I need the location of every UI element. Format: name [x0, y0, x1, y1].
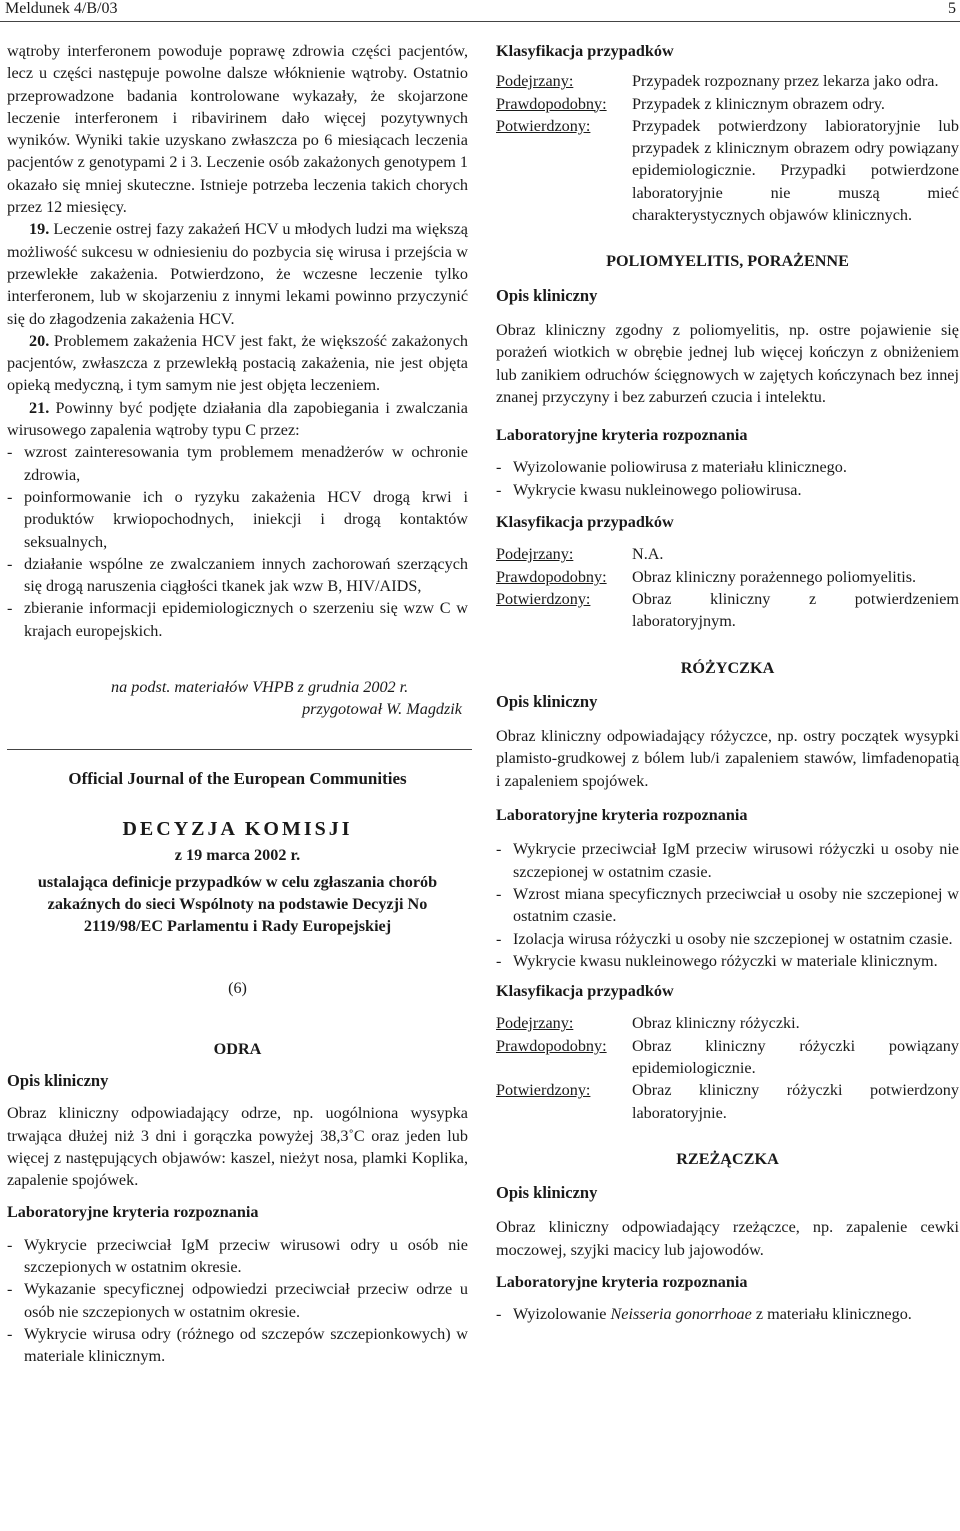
- polio-opis-text: Obraz kliniczny zgodny z poliomyelitis, np. ostre pojawienie się porażeń wiotkich w obrębie jednej lub więcej kończyn z obniżeniem lub zanikiem odruchów ścięgnowych w zajętych kończynach bez innej znanej przyczyny i bez zaburzeń czucia i intelektu.: [496, 320, 959, 406]
- lab-text-post: z materiału klinicznego.: [751, 1305, 912, 1324]
- polio-opis-label: Opis kliniczny: [496, 285, 598, 305]
- rzezaczka-opis-text: Obraz kliniczny odpowiadający rzeżączce, np. zapalenie cewki moczowej, szyjki macicy lub jajowodów.: [496, 1218, 959, 1259]
- row-label: Prawdopodobny:: [496, 1036, 607, 1055]
- table-row: [496, 1012, 959, 1034]
- table-row: [496, 1079, 959, 1124]
- paragraph-19-number: 19.: [29, 220, 50, 239]
- rzezaczka-heading: RZEŻĄCZKA: [676, 1149, 779, 1168]
- list-item: [496, 1303, 959, 1325]
- odra-klas-label: Klasyfikacja przypadków: [496, 42, 674, 60]
- row-value: Obraz kliniczny różyczki.: [632, 1014, 800, 1033]
- row-value: Obraz kliniczny różyczki potwierdzony laboratoryjnie.: [632, 1081, 959, 1122]
- paragraph-21-number: 21.: [29, 398, 50, 417]
- list-item: - Wykrycie przeciwciał IgM przeciw wirusowi różyczki u osoby nie szczepionej w ostatnim czasie.: [496, 838, 959, 883]
- paragraph-20: [7, 330, 468, 397]
- paragraph-20-text: Problemem zakażenia HCV jest fakt, że większość zakażonych pacjentów, zwłaszcza z przewlekłą postacią zakażenia, nie jest objęta opieką medyczną, i tym samym nie jest objęta leczeniem.: [7, 331, 468, 395]
- table-row: [496, 93, 959, 115]
- list-item: - Wzrost miana specyficznych przeciwciał u osoby nie szczepionej w ostatnim czasie.: [496, 883, 959, 928]
- rozyczka-klas-label: Klasyfikacja przypadków: [496, 982, 674, 1001]
- row-value: Obraz kliniczny różyczki powiązany epidemiologicznie.: [632, 1036, 959, 1077]
- list-item: - Wyizolowanie poliowirusa z materiału klinicznego.: [496, 456, 959, 478]
- row-value: Przypadek rozpoznany przez lekarza jako odra.: [632, 72, 939, 91]
- right-column: [496, 40, 959, 1326]
- row-label: Prawdopodobny:: [496, 567, 607, 586]
- bulletin-id: Meldunek 4/B/03: [5, 0, 118, 17]
- rzezaczka-lab-list: [496, 1303, 959, 1325]
- rozyczka-opis-label: Opis kliniczny: [496, 691, 598, 711]
- list-item: - Wykrycie przeciwciał IgM przeciw wirusowi odry u osób nie szczepionych w ostatnim okresie.: [7, 1234, 468, 1279]
- decision-title: DECYZJA KOMISJI: [122, 817, 353, 840]
- polio-lab-list: [496, 456, 959, 501]
- row-value: N.A.: [632, 545, 664, 564]
- table-row: [496, 543, 959, 565]
- row-label: Podejrzany:: [496, 545, 574, 564]
- table-row: [496, 70, 959, 92]
- paragraph-19-text: Leczenie ostrej fazy zakażeń HCV u młodych ludzi ma większą możliwość sukcesu w odniesieniu do pozbycia się wirusa i przejścia w przewlekłe zakażenia. Potwierdzono, że wczesne leczenie tylko interferonem, lub w skojarzeniu z innymi lekami powinno przyczynić się do złagodzenia zakażenia HCV.: [7, 220, 468, 328]
- odra-lab-label: Laboratoryjne kryteria rozpoznania: [7, 1203, 259, 1222]
- paragraph-21: [7, 397, 468, 442]
- intro-paragraph: wątroby interferonem powoduje poprawę zdrowia części pacjentów, lecz u części następuje powolne dalsze włóknienie wątroby. Ostatnio przeprowadzone badania kontrolowane wykazały, że skojarzone leczenie interferonem i ribavirinem dało więcej pozytywnych wyników. Wyniki takie uzyskano zwłaszcza po 6 miesiącach leczenia pacjentów z genotypami 2 i 3. Leczenie osób zakażonych genotypem 1 okazało się mniej skuteczne. Istnieje potrzeba leczenia takich chorych przez 12 miesięcy.: [7, 42, 468, 217]
- list-item: - Izolacja wirusa różyczki u osoby nie szczepionej w ostatnim czasie.: [496, 928, 959, 950]
- list-item: - Wykrycie wirusa odry (różnego od szczepów szczepionkowych) w materiale klinicznym.: [7, 1323, 468, 1368]
- odra-lab-list: [7, 1234, 468, 1368]
- list-item: - zbieranie informacji epidemiologicznych o szerzeniu się wzw C w krajach europejskich.: [7, 597, 468, 642]
- page-number: 5: [948, 0, 956, 17]
- table-row: [496, 115, 959, 226]
- paragraph-19: [7, 218, 468, 329]
- row-value: Przypadek potwierdzony labioratoryjnie lub przypadek z klinicznym obrazem odry powiązany epidemiologicznie. Przypadki potwierdzone laboratoryjnie nie muszą mieć charakterystycznych objawów klinicznych.: [632, 116, 959, 225]
- odra-heading: ODRA: [213, 1039, 262, 1058]
- row-value: Obraz kliniczny z potwierdzeniem laboratoryjnym.: [632, 589, 959, 631]
- list-item: - poinformowanie ich o ryzyku zakażenia HCV drogą krwi i produktów krwiopochodnych, iniekcji i drogą kontaktów seksualnych,: [7, 486, 468, 553]
- polio-lab-label: Laboratoryjne kryteria rozpoznania: [496, 426, 748, 445]
- list-item: - Wykazanie specyficznej odpowiedzi przeciwciał przeciw odrze u osób nie szczepionych w ostatnim okresie.: [7, 1278, 468, 1323]
- list-item: - działanie wspólne ze zwalczaniem innych zachorowań szerzących się drogą naruszenia ciągłości tkanek jak wzw B, HIV/AIDS,: [7, 553, 468, 598]
- row-label: Podejrzany:: [496, 72, 574, 91]
- list-item: - Wykrycie kwasu nukleinowego różyczki w materiale klinicznym.: [496, 950, 959, 972]
- paragraph-21-list: [7, 441, 468, 642]
- page-header: [0, 0, 960, 22]
- row-value: Przypadek z klinicznym obrazem odry.: [632, 94, 885, 113]
- rozyczka-opis-text: Obraz kliniczny odpowiadający różyczce, np. ostry początek wysypki plamisto-grudkowej z bólem lub/i zapaleniem stawów, limfadenopatią i zapaleniem spojówek.: [496, 727, 959, 790]
- polio-heading: POLIOMYELITIS, PORAŻENNE: [606, 252, 849, 271]
- table-row: [496, 588, 959, 633]
- rzezaczka-opis-label: Opis kliniczny: [496, 1183, 598, 1203]
- pathogen-name: Neisseria gonorrhoae: [610, 1305, 752, 1324]
- row-label: Podejrzany:: [496, 1014, 574, 1033]
- row-label: Potwierdzony:: [496, 116, 591, 135]
- row-label: Potwierdzony:: [496, 1081, 591, 1100]
- decision-date: z 19 marca 2002 r.: [174, 846, 301, 865]
- rozyczka-classification-table: [496, 1012, 959, 1123]
- signoff-source: na podst. materiałów VHPB z grudnia 2002 r.: [111, 678, 409, 697]
- polio-klas-label: Klasyfikacja przypadków: [496, 513, 674, 532]
- odra-classification-table: [496, 70, 959, 226]
- rzezaczka-lab-label: Laboratoryjne kryteria rozpoznania: [496, 1273, 748, 1292]
- row-value: Obraz kliniczny porażennego poliomyelitis.: [632, 567, 917, 586]
- signoff: [7, 676, 462, 721]
- rozyczka-lab-label: Laboratoryjne kryteria rozpoznania: [496, 806, 748, 825]
- section-divider: [7, 749, 472, 750]
- odra-opis-text: Obraz kliniczny odpowiadający odrze, np. uogólniona wysypka trwająca dłużej niż 3 dni i gorączka powyżej 38,3˚C oraz jeden lub więcej z następujących objawów: kaszel, nieżyt nosa, plamki Koplika, zapalenie spojówek.: [7, 1104, 468, 1190]
- list-item: - Wykrycie kwasu nukleinowego poliowirusa.: [496, 479, 959, 501]
- rozyczka-heading: RÓŻYCZKA: [680, 658, 775, 677]
- paragraph-21-text: Powinny być podjęte działania dla zapobiegania i zwalczania wirusowego zapalenia wątroby typu C przez:: [7, 398, 468, 440]
- decision-subtitle: ustalająca definicje przypadków w celu zgłaszania chorób zakaźnych do sieci Wspólnoty na podstawie Decyzji No 2119/98/EC Parlamentu i Rady Europejskiej: [37, 872, 438, 936]
- row-label: Potwierdzony:: [496, 589, 591, 608]
- lab-text-pre: Wyizolowanie: [513, 1305, 611, 1324]
- table-row: [496, 1035, 959, 1080]
- paragraph-20-number: 20.: [29, 331, 50, 350]
- polio-classification-table: [496, 543, 959, 632]
- left-column: [7, 40, 468, 1368]
- rozyczka-lab-list: [496, 838, 959, 972]
- list-item: - wzrost zainteresowania tym problemem menadżerów w ochronie zdrowia,: [7, 441, 468, 486]
- section-number: (6): [228, 979, 247, 998]
- signoff-author: przygotował W. Magdzik: [302, 700, 462, 719]
- odra-opis-label: Opis kliniczny: [7, 1070, 109, 1090]
- table-row: [496, 566, 959, 588]
- journal-title: Official Journal of the European Communities: [68, 768, 407, 788]
- row-label: Prawdopodobny:: [496, 94, 607, 113]
